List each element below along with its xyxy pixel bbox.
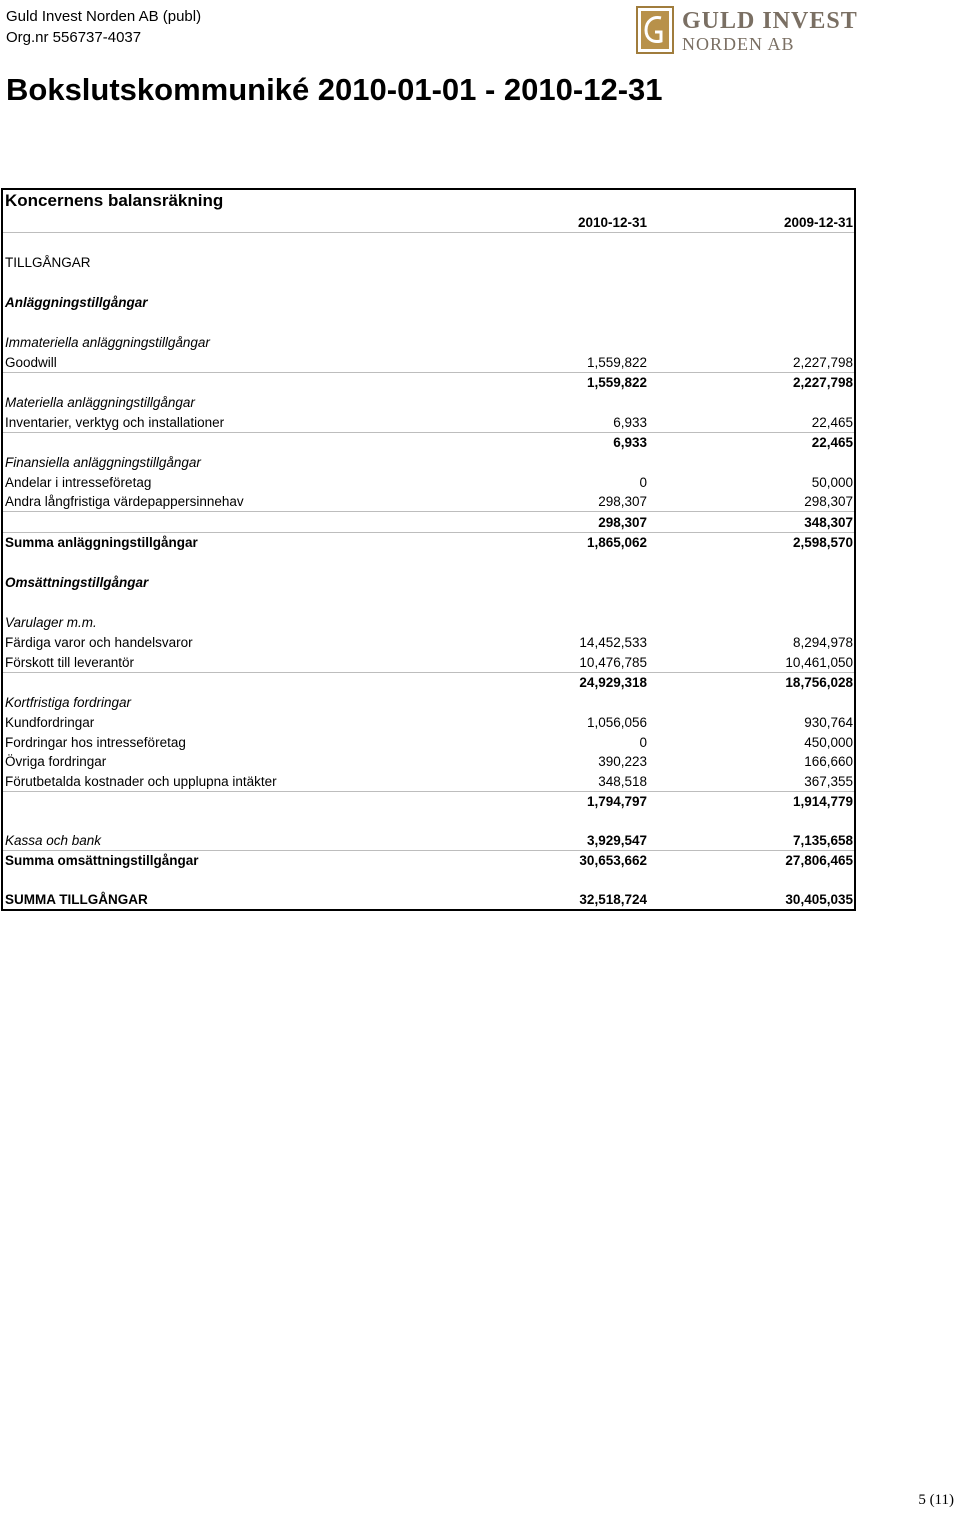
row-label: Summa omsättningstillgångar: [5, 853, 199, 868]
row-value-2010: 0: [639, 475, 647, 490]
row-value-2010: 1,559,822: [586, 355, 647, 370]
row-value-2010: 32,518,724: [579, 892, 647, 907]
table-row: [3, 293, 854, 313]
table-title: Koncernens balansräkning: [5, 191, 224, 210]
row-value-2010: 1,794,797: [586, 794, 647, 809]
column-header-2010: 2010-12-31: [577, 215, 647, 230]
table-row: [3, 573, 854, 593]
row-label: Summa anläggningstillgångar: [5, 535, 198, 550]
row-value-2009: 367,355: [804, 774, 853, 789]
row-label: Färdiga varor och handelsvaror: [5, 635, 193, 650]
row-value-2010: 30,653,662: [579, 853, 647, 868]
row-label: Inventarier, verktyg och installationer: [5, 415, 225, 430]
document-title: Bokslutskommuniké 2010-01-01 - 2010-12-31: [6, 72, 663, 107]
table-row: [3, 851, 854, 871]
row-label: Omsättningstillgångar: [5, 575, 149, 590]
table-row: [3, 373, 854, 393]
row-value-2009: 50,000: [811, 475, 853, 490]
row-value-2009: 166,660: [804, 754, 853, 769]
row-value-2009: 10,461,050: [785, 655, 853, 670]
row-value-2010: 3,929,547: [586, 833, 647, 848]
column-header-2009: 2009-12-31: [783, 215, 853, 230]
row-value-2010: 348,518: [598, 774, 647, 789]
table-row: [3, 733, 854, 753]
company-logo: [636, 4, 856, 56]
table-row: [3, 533, 854, 553]
table-row: [3, 633, 854, 653]
row-label: Andra långfristiga värdepappersinnehav: [5, 494, 244, 509]
row-label: Anläggningstillgångar: [5, 295, 148, 310]
row-value-2009: 930,764: [804, 715, 853, 730]
row-value-2009: 22,465: [811, 415, 853, 430]
table-row: [3, 353, 854, 373]
row-value-2009: 450,000: [804, 735, 853, 750]
table-row: [3, 613, 854, 633]
table-row: [3, 772, 854, 792]
logo-text-line2: NORDEN AB: [682, 34, 795, 54]
table-heading: [3, 190, 854, 210]
row-label: Finansiella anläggningstillgångar: [5, 455, 201, 470]
table-row: [3, 513, 854, 533]
table-row: [3, 673, 854, 693]
table-row: [3, 333, 854, 353]
company-name: Guld Invest Norden AB (publ): [6, 8, 202, 25]
row-label: Goodwill: [5, 355, 57, 370]
row-value-2009: 22,465: [811, 435, 853, 450]
row-value-2009: 1,914,779: [792, 794, 853, 809]
row-value-2010: 6,933: [613, 435, 647, 450]
table-row: [3, 752, 854, 772]
table-row: [3, 831, 854, 851]
row-label: Varulager m.m.: [5, 615, 97, 630]
column-headers: [3, 213, 854, 233]
row-label: Kortfristiga fordringar: [5, 695, 132, 710]
row-value-2009: 8,294,978: [792, 635, 853, 650]
row-value-2010: 14,452,533: [579, 635, 647, 650]
row-value-2010: 1,056,056: [586, 715, 647, 730]
row-value-2009: 2,598,570: [792, 535, 853, 550]
row-label: Kassa och bank: [5, 833, 102, 848]
row-value-2010: 1,865,062: [586, 535, 647, 550]
row-label: Andelar i intresseföretag: [5, 475, 152, 490]
table-row: [3, 473, 854, 493]
row-label: Immateriella anläggningstillgångar: [5, 335, 210, 350]
row-value-2010: 10,476,785: [579, 655, 647, 670]
row-value-2010: 24,929,318: [579, 675, 647, 690]
table-row: [3, 453, 854, 473]
table-row: [3, 413, 854, 433]
row-value-2010: 0: [639, 735, 647, 750]
row-label: Fordringar hos intresseföretag: [5, 735, 186, 750]
row-value-2009: 348,307: [804, 515, 853, 530]
table-row: [3, 792, 854, 812]
balance-sheet-table: [1, 188, 856, 911]
row-label: Förskott till leverantör: [5, 655, 135, 670]
row-label: SUMMA TILLGÅNGAR: [5, 892, 148, 907]
row-value-2009: 2,227,798: [792, 375, 853, 390]
row-label: Förutbetalda kostnader och upplupna intäkter: [5, 774, 277, 789]
page-number: 5 (11): [918, 1492, 954, 1508]
table-row: [3, 253, 854, 273]
row-value-2009: 27,806,465: [785, 853, 853, 868]
logo-text-line1: GULD INVEST: [682, 8, 858, 34]
row-label: Övriga fordringar: [5, 754, 107, 769]
row-label: Kundfordringar: [5, 715, 95, 730]
row-value-2010: 298,307: [598, 515, 647, 530]
logo-emblem-icon: [636, 6, 674, 54]
table-row: [3, 393, 854, 413]
table-row: [3, 693, 854, 713]
table-row: [3, 713, 854, 733]
table-row: [3, 492, 854, 512]
row-label: Materiella anläggningstillgångar: [5, 395, 195, 410]
row-value-2009: 2,227,798: [792, 355, 853, 370]
row-value-2009: 18,756,028: [785, 675, 853, 690]
table-row: [3, 433, 854, 453]
row-label: TILLGÅNGAR: [5, 255, 91, 270]
row-value-2010: 298,307: [598, 494, 647, 509]
company-header: [6, 6, 201, 48]
row-value-2009: 30,405,035: [785, 892, 853, 907]
row-value-2010: 390,223: [598, 754, 647, 769]
row-value-2009: 298,307: [804, 494, 853, 509]
row-value-2010: 6,933: [613, 415, 647, 430]
table-row: [3, 890, 854, 910]
table-row: [3, 653, 854, 673]
row-value-2009: 7,135,658: [792, 833, 853, 848]
org-number: Org.nr 556737-4037: [6, 29, 142, 46]
row-value-2010: 1,559,822: [586, 375, 647, 390]
